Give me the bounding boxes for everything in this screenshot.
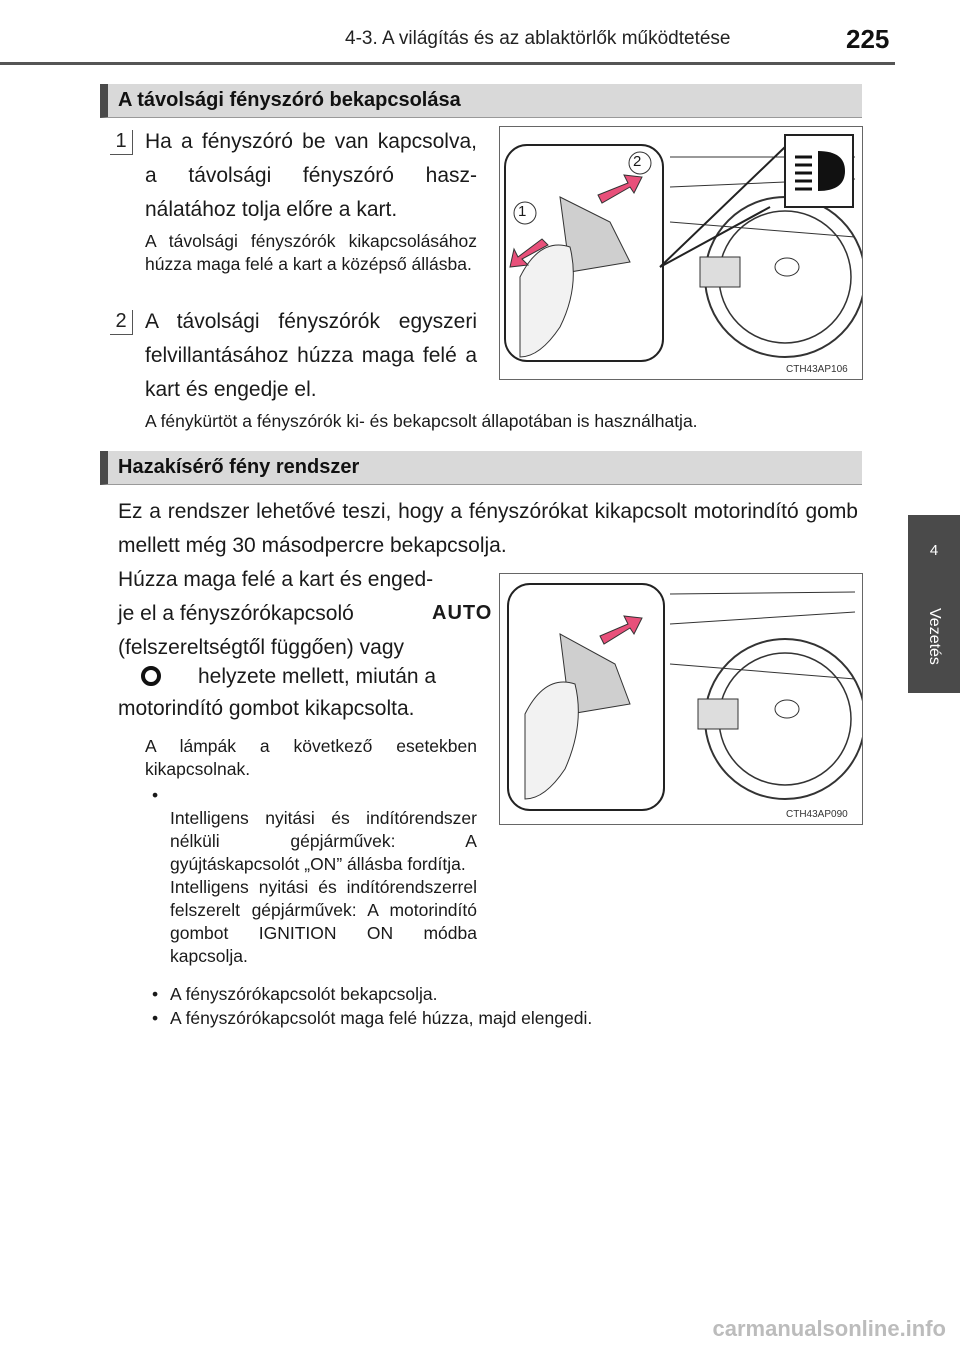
instruction-line-3: (felszereltségtől függően) vagy <box>118 636 404 659</box>
high-beam-illustration <box>500 127 862 379</box>
figure-high-beam <box>499 126 863 380</box>
page-number: 225 <box>846 24 890 54</box>
flash-note: A fénykürtöt a fényszórók ki- és bekapcsolt állapotában is használhatja. <box>145 411 698 431</box>
instruction-line-2: je el a fényszórókapcsoló <box>118 602 354 625</box>
chapter-label: Vezetés <box>926 608 943 665</box>
callout-1: 1 <box>518 203 527 220</box>
step-number-2: 2 <box>110 310 133 335</box>
instruction-line-4: helyzete mellett, miután a <box>198 665 437 688</box>
instruction-line-5: motorindító gombot kikapcsolta. <box>118 697 415 720</box>
figure-follow-me-home <box>499 573 863 825</box>
follow-me-intro: Ez a rendszer lehetővé teszi, hogy a fényszórókat kikapcsolt motorindító gomb mellett még 30 másodpercre bekapcsolja. <box>118 500 858 557</box>
section-heading-follow-me-home: Hazakísérő fény rendszer <box>100 451 862 485</box>
auto-position-icon: AUTO <box>432 602 493 624</box>
chapter-number: 4 <box>929 542 939 559</box>
bullet-item-3: • A fényszórókapcsolót maga felé húzza, majd elengedi. <box>152 1008 593 1028</box>
lever-pull-illustration <box>500 574 862 824</box>
figure-code: CTH43AP106 <box>786 364 848 375</box>
headlight-on-icon <box>140 665 162 687</box>
step-number-1: 1 <box>110 130 133 155</box>
figure-code: CTH43AP090 <box>786 809 848 820</box>
step-1-text: Ha a fényszóró be van kapcsolva, a távolsági fényszóró használatához tolja előre a kart. <box>145 130 477 221</box>
instruction-line-1: Húzza maga felé a kart és enged- <box>118 568 434 591</box>
running-header-title: 4-3. A világítás és az ablaktörlők működtetése <box>345 28 731 49</box>
section-heading-high-beam: A távolsági fényszóró bekapcsolása <box>100 84 862 118</box>
header-rule <box>0 62 895 65</box>
bullet-item-1: • Intelligens nyitási és indítórendszer nélküli gépjárművek: A gyújtáskapcsolót „ON” állásba fordítja. Intelligens nyitási és indítórendszerrel felszerelt gépjárművek: A motorindító gombot IGNITION ON módba kapcsolja. <box>152 785 477 966</box>
watermark: carmanualsonline.info <box>712 1316 946 1341</box>
step-2-text: A távolsági fényszórók egyszeri felvillantásához húzza maga felé a kart és engedje el. <box>145 310 477 401</box>
step-1-note: A távolsági fényszórók kikapcsolásához húzza maga felé a kart a középső állásba. <box>145 231 477 274</box>
callout-2: 2 <box>633 153 642 170</box>
bullet-item-2: • A fényszórókapcsolót bekapcsolja. <box>152 984 438 1004</box>
lamps-off-note: A lámpák a következő esetekben kikapcsolnak. <box>145 736 477 779</box>
